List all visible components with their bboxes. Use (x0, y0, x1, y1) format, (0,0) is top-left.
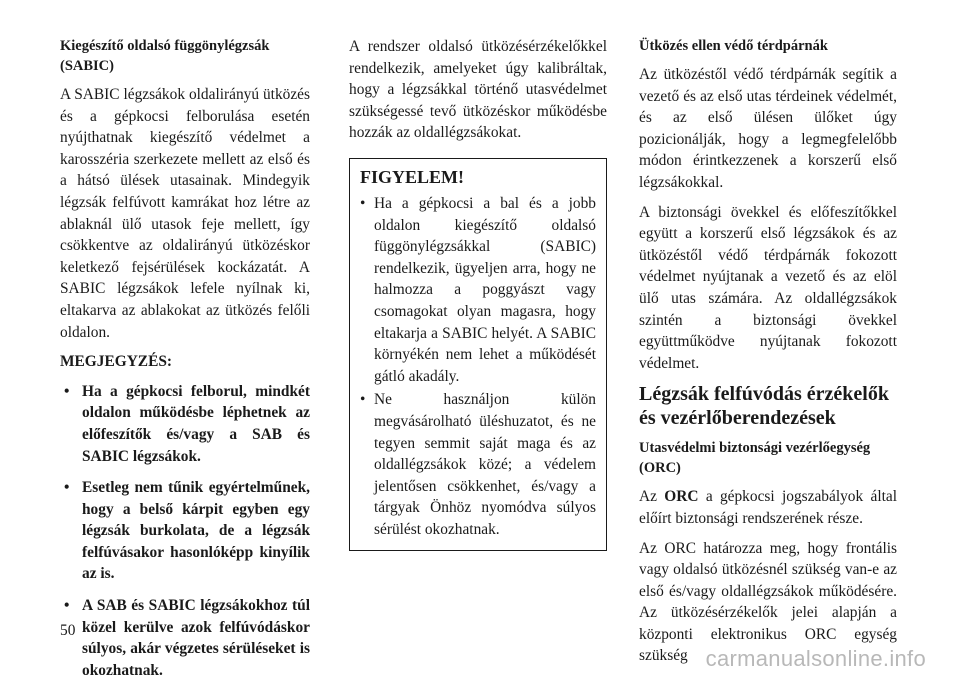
column-middle (349, 36, 607, 551)
sabic-paragraph: A SABIC légzsákok oldalirányú ütközés és a gépkocsi felborulása esetén nyújthatnak kiegészítő védelmet a karosszéria szerkezete mellett az első és a hátsó ülések utasainak. Mindegyik légzsák felfúvott kamrákat hoz létre az ablaknál ülő utasok feje mellett, így csökkentve az oldalirányú ütközéskor keletkező fejsérülések kockázatát. A SABIC légzsákok lefele nyílnak ki, eltakarva az ablakokat az ütközés felőli oldalon. (60, 86, 310, 341)
warning-item: • Ne használjon külön megvásárolható üléshuzatot, és ne tegyen semmit saját maga és az oldallégzsákok közé; a védelem jelentősen csökkenhet, és/vagy a tárgyak Önhöz nyomódva súlyos sérülést okozhatnak. (360, 389, 596, 540)
knee-bolster-paragraph: Az ütközéstől védő térdpárnák segítik a vezető és az első utas térdeinek védelmét, és az első ülésen ülőket úgy pozicionálják, hogy a legmegfelelőbb módon érintkezzenek a korszerű első légzsákokkal. (639, 66, 897, 191)
orc-prefix: Az (639, 488, 657, 506)
column-right (639, 36, 897, 675)
sensor-paragraph: A rendszer oldalsó ütközésérzékelőkkel rendelkezik, amelyeket úgy kalibráltak, hogy a légzsákkal történő utasvédelmet szükségessé tevő ütközéskor működésbe hozzák az oldallégzsákokat. (349, 38, 607, 142)
warning-item: • Ha a gépkocsi a bal és a jobb oldalon kiegészítő oldalsó függönylégzsákkal (SABIC) rendelkezik, ügyeljen arra, hogy ne halmozza a poggyászt vagy csomagokat olyan magasra, hogy eltakarja a SABIC helyét. A SABIC környékén nem lehet a működését gátló akadály. (360, 193, 596, 387)
orc-term: ORC (664, 488, 699, 506)
note-item: • Ha a gépkocsi felborul, mindkét oldalon működésbe léphetnek az előfeszítők és/vagy a SAB és SABIC légzsákok. (60, 381, 310, 467)
watermark: carmanualsonline.info (705, 646, 926, 671)
section-heading: Légzsák felfúvódás érzékelők és vezérlőberendezések (639, 383, 889, 430)
note-item: • A SAB és SABIC légzsákokhoz túl közel kerülve azok felfúvódáskor súlyos, akár végzetes sérüléseket is okozhatnak. (60, 595, 310, 681)
note-heading: MEGJEGYZÉS: (60, 353, 173, 371)
page-number: 50 (60, 622, 76, 639)
orc-rest: a gépkocsi jogszabályok által előírt biztonsági rendszerének része. (639, 488, 897, 527)
warning-box (349, 158, 607, 552)
warning-title: FIGYELEM! (360, 166, 465, 187)
knee-bolster-heading: Ütközés ellen védő térdpárnák (639, 38, 828, 54)
note-item: • Esetleg nem tűnik egyértelműnek, hogy a belső kárpit egyben egy légzsák burkolata, de a légzsák felfúvásakor hasonlóképp kinyílik az is. (60, 477, 310, 585)
note-list (60, 381, 310, 682)
column-left (60, 36, 310, 691)
warning-list (360, 193, 596, 541)
sabic-heading: Kiegészítő oldalsó függönylégzsák (SABIC) (60, 38, 270, 74)
orc-heading: Utasvédelmi biztonsági vezérlőegység (ORC) (639, 440, 871, 477)
seatbelt-paragraph: A biztonsági övekkel és előfeszítőkkel együtt a korszerű első légzsákok és az ütközéstől védő térdpárnák fokozott védelmet nyújtanak a vezető és az elöl ülő utas számára. Az oldallégzsákok szintén a biztonsági övekkel együttműködve nyújtanak fokozott védelmet. (639, 203, 897, 372)
orc-paragraph (639, 486, 897, 529)
orc-detail-paragraph: Az ORC határozza meg, hogy frontális vagy oldalsó ütközésnél szükség van-e az első és/vagy oldallégzsákok működésére. Az ütközésérzékelők jelei alapján a központi elektronikus ORC egység szükség (639, 539, 897, 665)
